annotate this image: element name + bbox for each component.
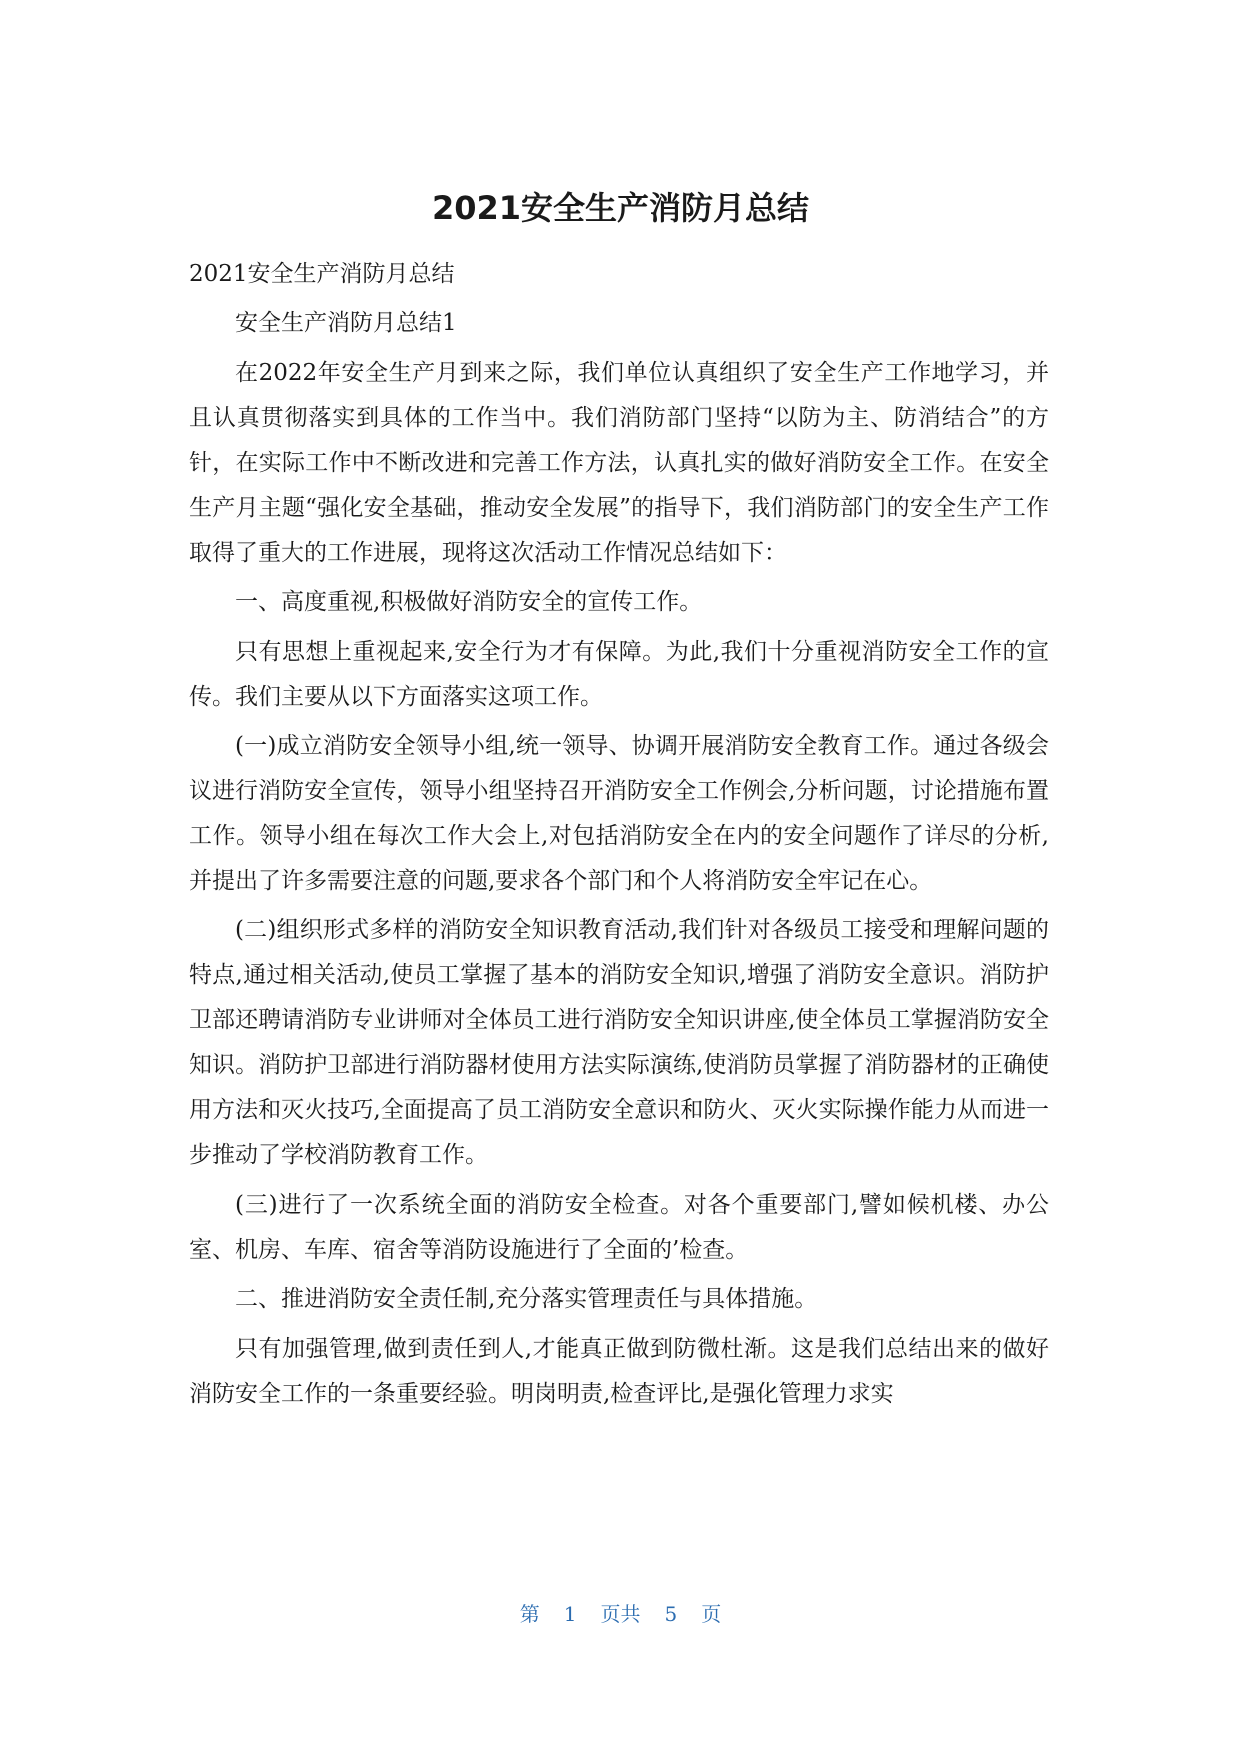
paragraph: 一、高度重视,积极做好消防安全的宣传工作。 — [235, 589, 703, 616]
paragraph: 只有加强管理,做到责任到人,才能真正做到防微杜渐。这是我们总结出来的做好消防安全工作的一条重要经验。明岗明责,检查评比,是强化管理力求实 — [189, 1335, 1049, 1407]
paragraph: 只有思想上重视起来,安全行为才有保障。为此,我们十分重视消防安全工作的宣传。我们主要从以下方面落实这项工作。 — [189, 638, 1049, 710]
paragraph: (一)成立消防安全领导小组,统一领导、协调开展消防安全教育工作。通过各级会议进行消防安全宣传，领导小组坚持召开消防安全工作例会,分析问题，讨论措施布置工作。领导小组在每次工作大会上,对包括消防安全在内的安全问题作了详尽的分析,并提出了许多需要注意的问题,要求各个部门和个人将消防安全牢记在心。 — [189, 732, 1049, 894]
footer-current-page: 1 — [563, 1602, 577, 1626]
paragraph: 二、推进消防安全责任制,充分落实管理责任与具体措施。 — [235, 1286, 818, 1313]
paragraph: (二)组织形式多样的消防安全知识教育活动,我们针对各级员工接受和理解问题的特点,通过相关活动,使员工掌握了基本的消防安全知识,增强了消防安全意识。消防护卫部还聘请消防专业讲师对全体员工进行消防安全知识讲座,使全体员工掌握消防安全知识。消防护卫部进行消防器材使用方法实际演练,使消防员掌握了消防器材的正确使用方法和灭火技巧,全面提高了员工消防安全意识和防火、灭火实际操作能力从而进一步推动了学校消防教育工作。 — [189, 917, 1049, 1169]
paragraph: 在2022年安全生产月到来之际，我们单位认真组织了安全生产工作地学习，并且认真贯彻落实到具体的工作当中。我们消防部门坚持“以防为主、防消结合”的方针，在实际工作中不断改进和完善工作方法，认真扎实的做好消防安全工作。在安全生产月主题“强化安全基础，推动安全发展”的指导下，我们消防部门的安全生产工作取得了重大的工作进展，现将这次活动工作情况总结如下： — [189, 359, 1049, 566]
footer-total-pages: 5 — [664, 1602, 678, 1626]
footer-suffix: 页 — [701, 1602, 722, 1626]
footer-prefix: 第 — [519, 1602, 540, 1626]
page-footer — [0, 1600, 1241, 1628]
document-title: 2021安全生产消防月总结 — [431, 189, 810, 227]
document-subtitle: 2021安全生产消防月总结 — [189, 261, 455, 287]
footer-middle: 页共 — [600, 1602, 641, 1626]
document-body — [189, 252, 1049, 1421]
section-heading: 安全生产消防月总结1 — [235, 310, 457, 337]
paragraph: (三)进行了一次系统全面的消防安全检查。对各个重要部门,譬如候机楼、办公室、机房、车库、宿舍等消防设施进行了全面的’检查。 — [189, 1191, 1049, 1263]
